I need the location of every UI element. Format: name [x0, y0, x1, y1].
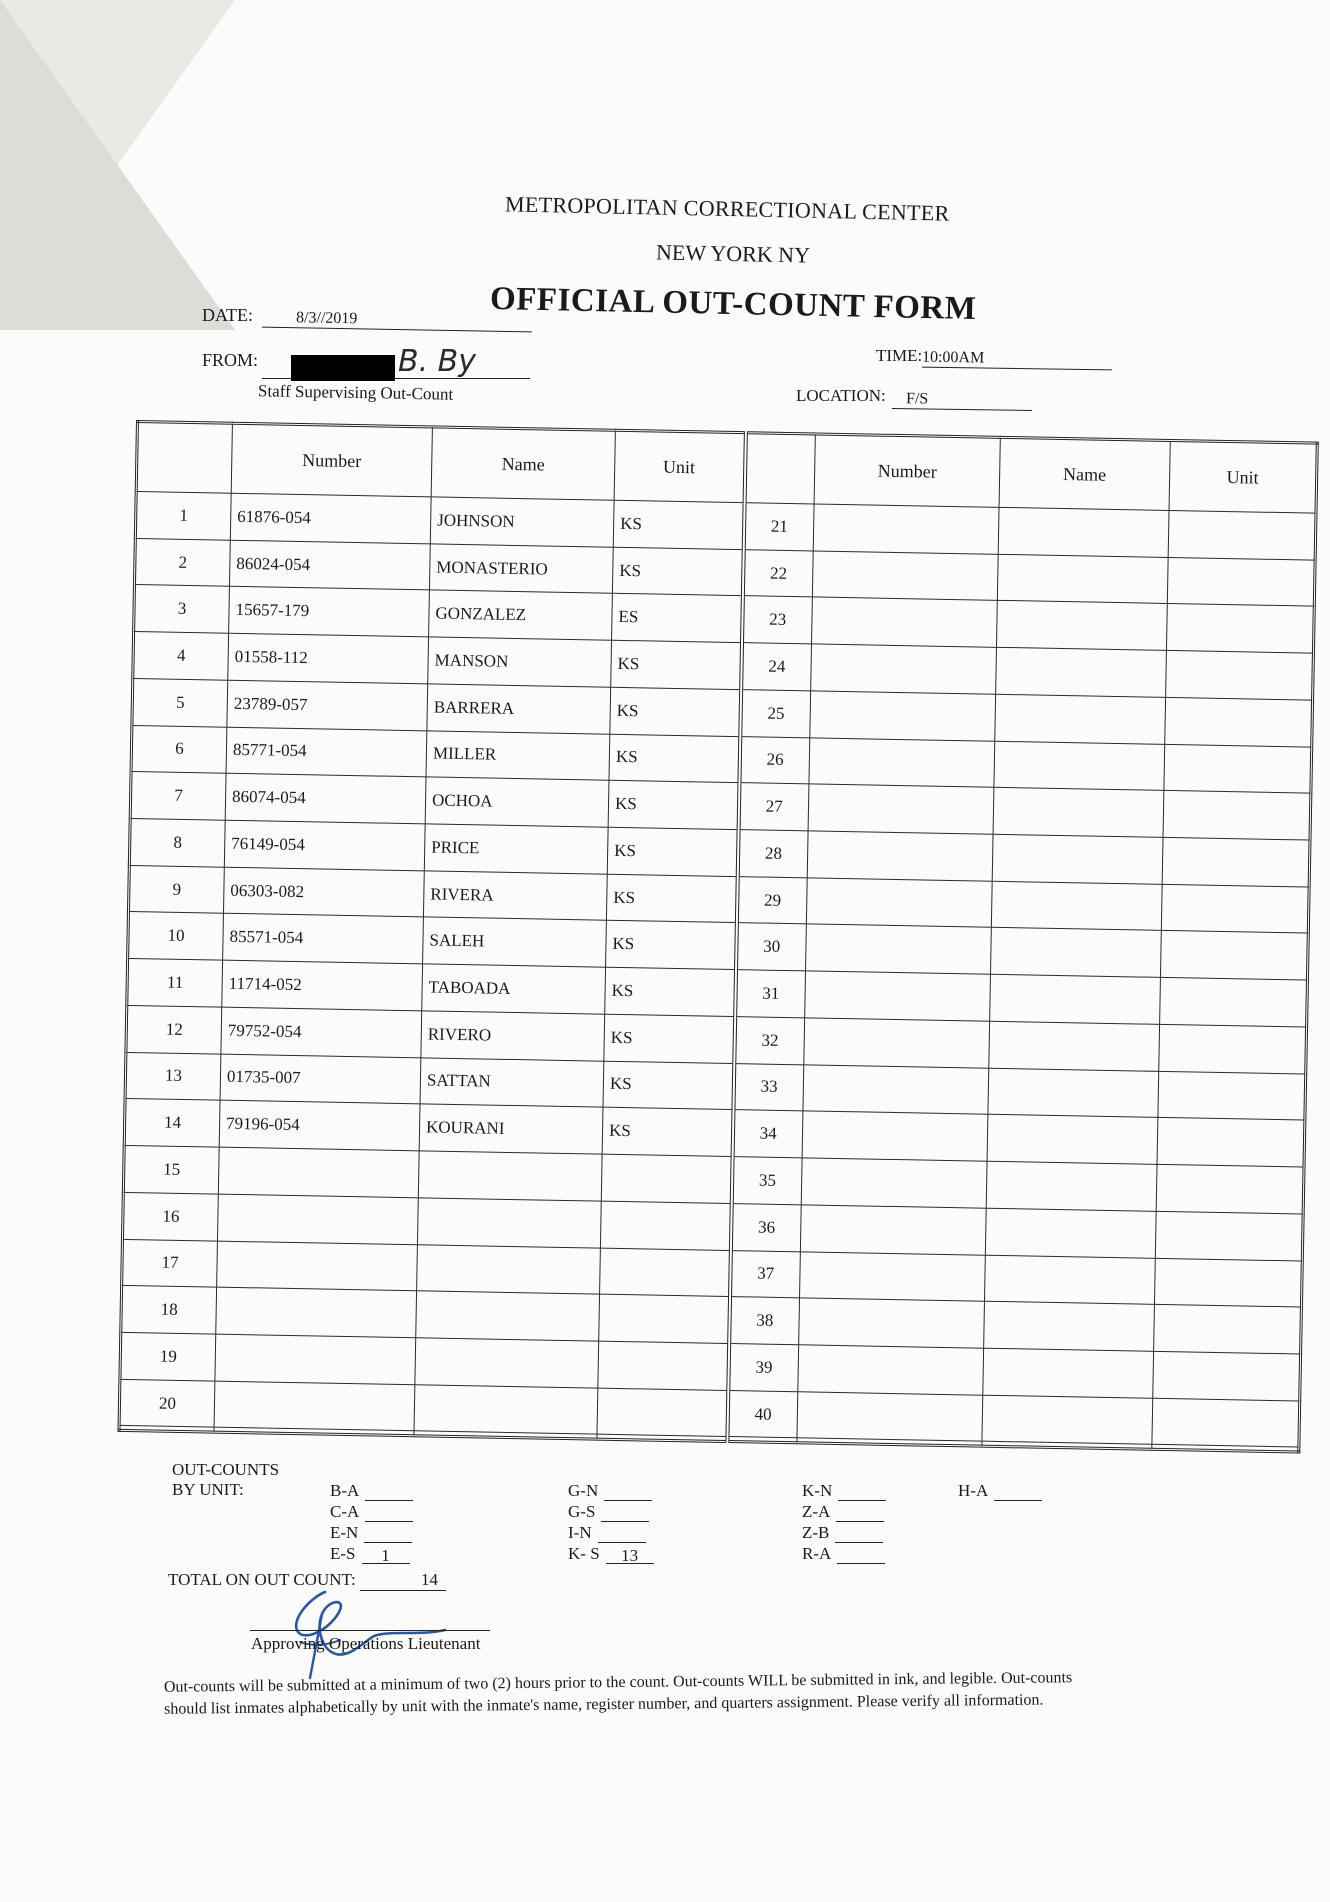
footnote-line-1: Out-counts will be submitted at a minimum of two (2) hours prior to the count. Out-counts WILL be submitted in ink, and legible. Out-counts [163, 1669, 1073, 1696]
register-number: 01735-007 [220, 1054, 421, 1104]
unit: KS [611, 640, 742, 689]
unit-right [1167, 557, 1315, 606]
unit-label: I-N [568, 1523, 592, 1542]
row-index-right: 36 [730, 1203, 801, 1251]
register-number [218, 1147, 419, 1197]
unit [597, 1388, 728, 1437]
header-name-right: Name [999, 437, 1170, 510]
inmate-name-right [984, 1301, 1155, 1351]
inmate-name: SATTAN [420, 1057, 604, 1107]
unit-right [1163, 791, 1311, 840]
unit-right [1158, 1071, 1306, 1120]
unit: KS [606, 874, 737, 923]
inmate-name-right [989, 1021, 1160, 1071]
unit-count [598, 1524, 646, 1543]
unit-label: Z-B [802, 1523, 830, 1542]
register-number: 86074-054 [225, 774, 426, 824]
unit-right [1161, 884, 1309, 933]
unit-label: E-N [330, 1523, 359, 1542]
blank-cell [597, 1434, 727, 1441]
inmate-name-right [995, 694, 1166, 744]
register-number [217, 1241, 418, 1291]
row-index: 17 [122, 1239, 218, 1287]
inmate-name-right [994, 741, 1165, 791]
register-number-right [809, 737, 995, 787]
unit: KS [613, 500, 744, 549]
row-index-right: 27 [738, 783, 809, 831]
register-number: 79752-054 [221, 1007, 422, 1057]
unit [598, 1341, 729, 1390]
staff-supervising-caption: Staff Supervising Out-Count [257, 381, 454, 404]
row-index: 1 [135, 492, 231, 540]
register-number: 11714-052 [222, 960, 423, 1010]
register-number: 85771-054 [226, 727, 427, 777]
outcount-unit [330, 1480, 413, 1501]
unit-right [1159, 1024, 1307, 1073]
row-index: 14 [124, 1099, 220, 1147]
row-index-right: 32 [734, 1016, 805, 1064]
row-index-right: 34 [732, 1110, 803, 1158]
row-index: 12 [126, 1005, 222, 1053]
inmate-name [415, 1338, 599, 1388]
unit-count [994, 1482, 1042, 1501]
register-number: 76149-054 [224, 820, 425, 870]
unit-right [1157, 1118, 1305, 1167]
register-number-right [803, 1064, 989, 1114]
unit: KS [609, 734, 740, 783]
register-number [215, 1334, 416, 1384]
header-number-left: Number [231, 423, 432, 497]
unit: KS [605, 967, 736, 1016]
row-index: 9 [128, 865, 224, 913]
register-number-right [810, 691, 996, 741]
row-index: 20 [119, 1379, 215, 1427]
footnote-line-2: should list inmates alphabetically by unit with the inmate's name, register number, and quarters assignment. Please verify all information. [164, 1691, 1044, 1718]
page-curl [0, 0, 235, 330]
unit: KS [607, 827, 738, 876]
unit-count [601, 1503, 649, 1522]
inmate-name-right [991, 881, 1162, 931]
unit-count [836, 1503, 884, 1522]
outcount-unit [802, 1522, 886, 1543]
unit: ES [612, 594, 743, 643]
register-number-right [801, 1158, 987, 1208]
inmate-name: MONASTERIO [429, 544, 613, 594]
inmate-name: TABOADA [422, 964, 606, 1014]
unit-right [1156, 1164, 1304, 1213]
out-count-table [117, 420, 1318, 1454]
register-number-right [800, 1251, 986, 1301]
register-number: 23789-057 [227, 680, 428, 730]
register-number-right [799, 1298, 985, 1348]
header-unit-right: Unit [1169, 440, 1317, 513]
inmate-name-right [990, 974, 1161, 1024]
row-index-right: 29 [736, 876, 807, 924]
row-index: 8 [129, 818, 225, 866]
unit-right [1164, 744, 1312, 793]
register-number-right [812, 597, 998, 647]
outcount-unit [958, 1480, 1042, 1501]
time-value: 10:00AM [921, 348, 985, 367]
outcount-unit [330, 1501, 413, 1522]
inmate-name: OCHOA [425, 777, 609, 827]
outcounts-title-line2: BY UNIT: [172, 1480, 244, 1499]
unit-count [837, 1545, 885, 1564]
date-value: 8/3//2019 [295, 309, 358, 328]
unit: KS [602, 1108, 733, 1157]
inmate-name: SALEH [423, 917, 607, 967]
date-label: DATE: [202, 305, 253, 325]
inmate-name-right [997, 554, 1168, 604]
inmate-name-right [984, 1255, 1155, 1305]
institution-name: METROPOLITAN CORRECTIONAL CENTER [504, 191, 950, 226]
row-index: 10 [128, 912, 224, 960]
outcount-unit [802, 1501, 886, 1522]
outcount-unit [568, 1522, 654, 1543]
row-index: 16 [122, 1192, 218, 1240]
total-label: TOTAL ON OUT COUNT: [168, 1570, 356, 1589]
row-index: 5 [132, 678, 228, 726]
register-number-right [811, 644, 997, 694]
outcounts-title [172, 1460, 279, 1500]
outcounts-title-line1: OUT-COUNTS [172, 1460, 280, 1479]
register-number-right [808, 784, 994, 834]
unit-count [838, 1482, 886, 1501]
outcount-unit [330, 1522, 413, 1543]
unit-right [1166, 651, 1314, 700]
inmate-name-right [993, 788, 1164, 838]
unit-right [1168, 510, 1316, 559]
inmate-name [418, 1151, 602, 1201]
header-row-index [136, 422, 232, 494]
time-field [922, 349, 1112, 371]
inmate-name-right [987, 1115, 1158, 1165]
redaction-bar [291, 355, 395, 381]
unit-label: C-A [330, 1502, 360, 1521]
inmate-name: RIVERO [421, 1011, 605, 1061]
row-index-right: 35 [731, 1157, 802, 1205]
total-value: 14 [360, 1570, 446, 1591]
outcount-unit [802, 1543, 886, 1564]
unit-right [1166, 604, 1314, 653]
outcount-unit [568, 1543, 654, 1564]
location-value: F/S [905, 390, 929, 408]
row-index-right: 23 [742, 596, 813, 644]
unit: KS [606, 921, 737, 970]
unit [601, 1154, 732, 1203]
inmate-name: RIVERA [423, 871, 607, 921]
register-number: 79196-054 [219, 1100, 420, 1150]
inmate-name-right [986, 1161, 1157, 1211]
register-number-right [805, 971, 991, 1021]
inmate-name [417, 1198, 601, 1248]
register-number-right [813, 504, 999, 554]
outcount-unit [802, 1480, 886, 1501]
header-unit-left: Unit [614, 430, 745, 502]
row-index-right: 25 [740, 690, 811, 738]
row-index-right: 21 [743, 503, 814, 551]
inmate-name-right [988, 1068, 1159, 1118]
outcount-unit [568, 1501, 654, 1522]
register-number-right [807, 831, 993, 881]
unit-right [1165, 697, 1313, 746]
unit-label: Z-A [802, 1502, 831, 1521]
row-index-right: 31 [735, 970, 806, 1018]
register-number: 86024-054 [229, 540, 430, 590]
location-label: LOCATION: [796, 386, 886, 405]
unit: KS [608, 781, 739, 830]
unit-count [365, 1482, 413, 1501]
register-number-right [806, 878, 992, 928]
inmate-name-right [996, 647, 1167, 697]
blank-cell [727, 1437, 797, 1443]
inmate-name: KOURANI [419, 1104, 603, 1154]
unit-label: K-N [802, 1481, 833, 1500]
register-number [216, 1287, 417, 1337]
register-number-right [797, 1391, 983, 1441]
unit: KS [610, 687, 741, 736]
inmate-name [416, 1291, 600, 1341]
row-index-right: 40 [727, 1390, 798, 1438]
inmate-name: BARRERA [427, 684, 611, 734]
row-index-right: 28 [737, 830, 808, 878]
unit-label: G-S [568, 1502, 596, 1521]
register-number-right [802, 1111, 988, 1161]
unit [600, 1201, 731, 1250]
register-number-right [812, 551, 998, 601]
inmate-name: JOHNSON [430, 497, 614, 547]
unit-right [1154, 1305, 1302, 1354]
register-number [217, 1194, 418, 1244]
register-number: 15657-179 [229, 587, 430, 637]
unit-count [835, 1524, 883, 1543]
unit-right [1152, 1398, 1300, 1447]
unit-right [1154, 1258, 1302, 1307]
inmate-name-right [983, 1348, 1154, 1398]
outcount-column [802, 1480, 886, 1564]
inmate-name: MANSON [428, 637, 612, 687]
register-number [214, 1381, 415, 1431]
inmate-name: MILLER [426, 730, 610, 780]
register-number-right [798, 1345, 984, 1395]
inmate-name [414, 1384, 598, 1434]
unit-count [364, 1524, 412, 1543]
unit-right [1160, 931, 1308, 980]
row-index: 4 [133, 632, 229, 680]
unit-label: R-A [802, 1544, 832, 1563]
register-number: 61876-054 [230, 493, 431, 543]
approval-line [250, 1630, 490, 1631]
unit-count: 13 [606, 1545, 654, 1564]
row-index: 18 [121, 1286, 217, 1334]
row-index: 15 [123, 1145, 219, 1193]
from-initials: B. By [398, 344, 476, 379]
row-index: 3 [134, 585, 230, 633]
inmate-name-right [982, 1395, 1153, 1445]
row-index: 11 [127, 959, 223, 1007]
unit-right [1153, 1351, 1301, 1400]
location-field [892, 390, 1032, 411]
header-name-left: Name [431, 427, 615, 500]
outcount-unit [568, 1480, 654, 1501]
register-number-right [804, 1018, 990, 1068]
unit-label: G-N [568, 1481, 599, 1500]
inmate-name-right [996, 601, 1167, 651]
row-index: 19 [120, 1332, 216, 1380]
unit-right [1162, 837, 1310, 886]
time-label: TIME: [876, 346, 923, 365]
unit: KS [604, 1014, 735, 1063]
row-index-right: 24 [741, 643, 812, 691]
register-number-right [800, 1205, 986, 1255]
register-number: 06303-082 [223, 867, 424, 917]
row-index-right: 37 [730, 1250, 801, 1298]
inmate-name: GONZALEZ [429, 590, 613, 640]
outcount-column [958, 1480, 1042, 1501]
outcount-unit [330, 1543, 413, 1564]
row-index-right: 22 [742, 549, 813, 597]
unit-label: E-S [330, 1544, 356, 1563]
row-index: 7 [130, 772, 226, 820]
row-index: 13 [125, 1052, 221, 1100]
form-title: OFFICIAL OUT-COUNT FORM [489, 280, 977, 328]
from-label: FROM: [202, 350, 259, 370]
unit-label: B-A [330, 1481, 360, 1500]
unit-right [1155, 1211, 1303, 1260]
institution-city: NEW YORK NY [655, 239, 811, 268]
header-number-right: Number [814, 434, 1000, 507]
inmate-name [417, 1244, 601, 1294]
unit-right [1160, 978, 1308, 1027]
inmate-name-right [992, 834, 1163, 884]
unit-label: H-A [958, 1481, 989, 1500]
register-number: 85571-054 [223, 914, 424, 964]
inmate-name-right [985, 1208, 1156, 1258]
unit [600, 1248, 731, 1297]
outcount-column [330, 1480, 413, 1564]
row-index-right: 30 [736, 923, 807, 971]
row-index-right: 38 [729, 1297, 800, 1345]
inmate-name-right [998, 507, 1169, 557]
unit-count: 1 [362, 1545, 410, 1564]
unit-count [365, 1503, 413, 1522]
row-index-right: 39 [728, 1343, 799, 1391]
register-number: 01558-112 [228, 633, 429, 683]
register-number-right [806, 924, 992, 974]
approval-caption: Approving Operations Lieutenant [251, 1634, 481, 1653]
unit-count [604, 1482, 652, 1501]
row-index: 2 [134, 538, 230, 586]
header-row-index-right [744, 433, 815, 504]
blank-cell [119, 1426, 214, 1432]
unit-label: K- S [568, 1544, 600, 1563]
unit: KS [603, 1061, 734, 1110]
inmate-name-right [990, 928, 1161, 978]
unit [599, 1294, 730, 1343]
inmate-name: PRICE [424, 824, 608, 874]
row-index: 6 [131, 725, 227, 773]
row-index-right: 26 [739, 736, 810, 784]
outcount-column [568, 1480, 654, 1564]
unit: KS [612, 547, 743, 596]
row-index-right: 33 [733, 1063, 804, 1111]
